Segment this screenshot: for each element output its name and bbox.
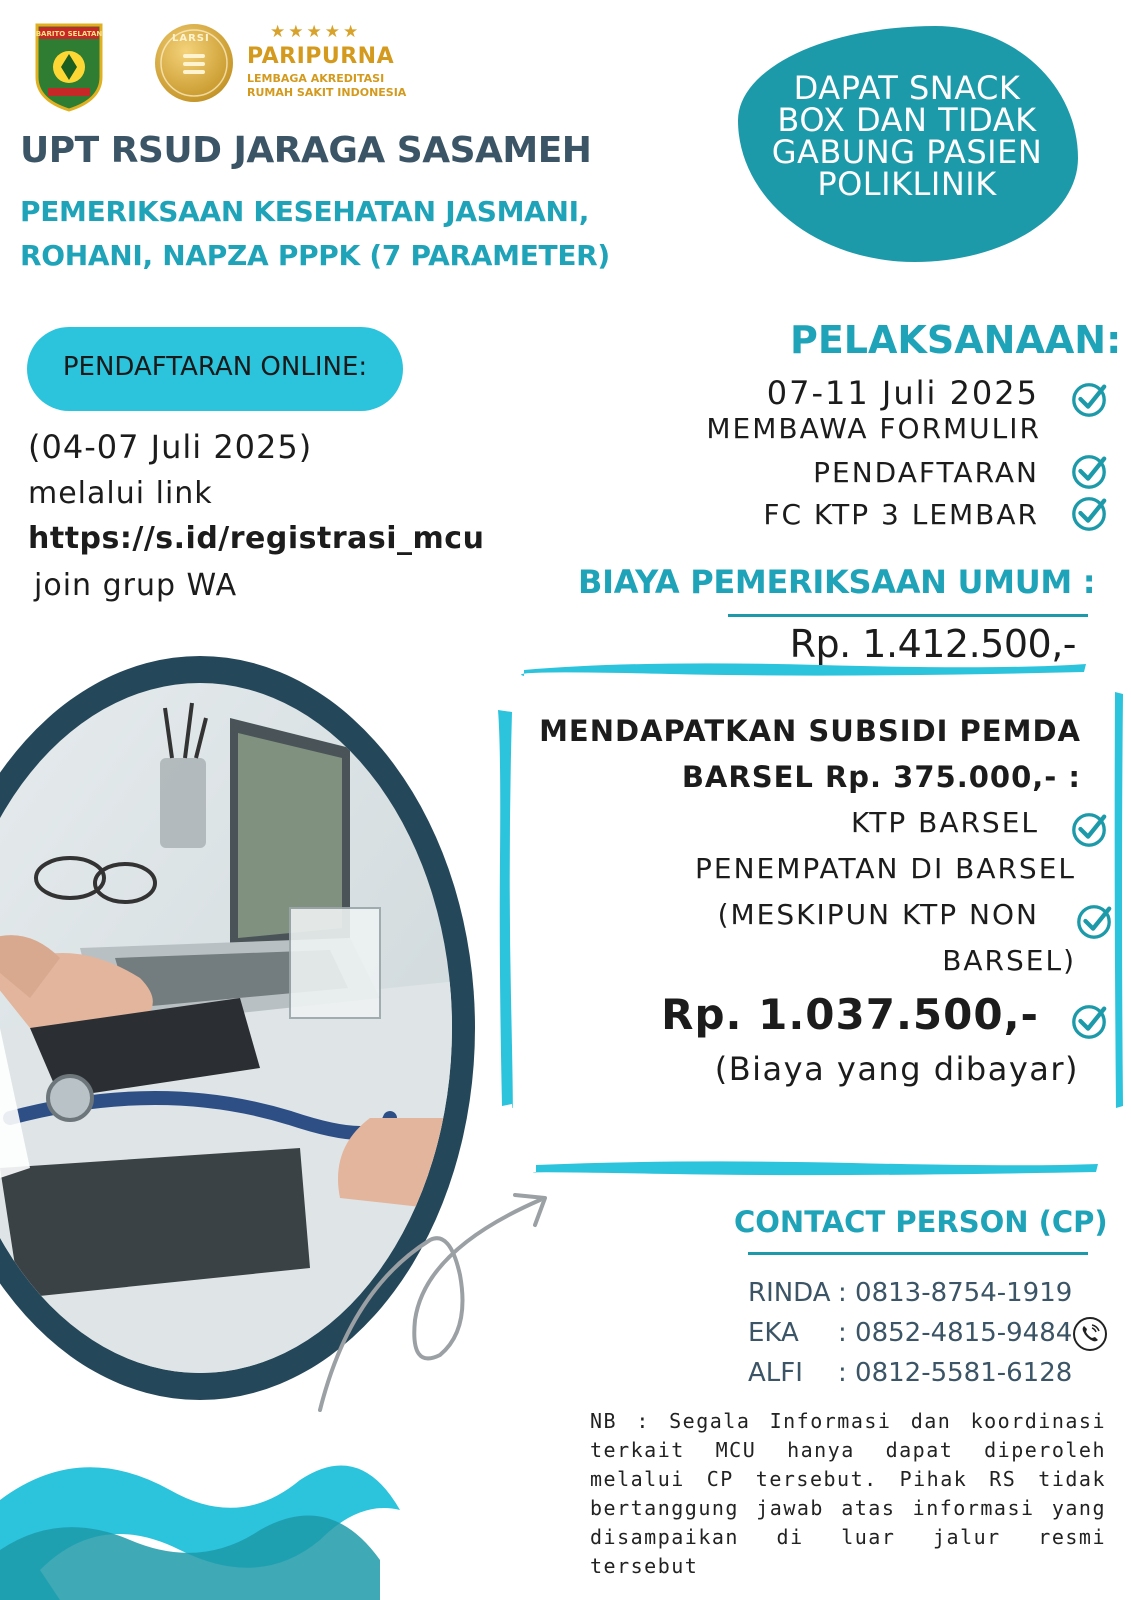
check-circle-icon [1070,494,1108,532]
contact-phone[interactable]: : 0852-4815-9484 [838,1318,1073,1348]
check-circle-icon [1070,810,1108,848]
check-circle-icon [1070,452,1108,490]
larsi-label: LARSI [172,33,210,44]
check-circle-icon [1070,380,1108,418]
subsidy-cond-placement-line2: (MESKIPUN KTP NON [717,898,1039,931]
accreditation-stars: ★★★★★ [270,22,362,42]
registration-date: (04-07 Juli 2025) [28,428,313,466]
snack-badge-text [752,69,1062,203]
contact-underline [748,1252,1088,1255]
exam-title [20,190,660,278]
registration-pill-label: PENDAFTARAN ONLINE: [62,352,368,382]
bring-form-line2: PENDAFTARAN [813,456,1039,489]
registration-group: join grup WA [34,568,238,603]
contact-row [748,1318,1072,1348]
contact-name: ALFI [748,1358,803,1388]
accreditation-subtitle [247,72,417,100]
check-circle-icon [1075,902,1113,940]
cost-title: BIAYA PEMERIKSAAN UMUM : [578,563,1096,601]
snack-line4: POLIKLINIK [817,165,997,203]
brush-stroke-edge [1112,690,1126,1110]
brush-stroke-divider-2 [532,1155,1102,1179]
exam-title-line2: ROHANI, NAPZA PPPK (7 PARAMETER) [20,239,610,272]
subsidy-cond-placement-line3: BARSEL) [942,944,1076,977]
brush-stroke-divider [520,656,1090,680]
snack-line3: GABUNG PASIEN [771,133,1043,171]
snack-line2: BOX DAN TIDAK [777,101,1037,139]
final-price: Rp. 1.037.500,- [661,990,1039,1039]
contact-name: EKA [748,1318,799,1348]
contact-row [748,1278,1072,1308]
accreditation-title: PARIPURNA [247,44,395,69]
final-price-note: (Biaya yang dibayar) [714,1050,1079,1088]
registration-link[interactable]: https://s.id/registrasi_mcu [28,521,485,556]
implementation-title: PELAKSANAAN: [790,318,1122,362]
bring-form-line1: MEMBAWA FORMULIR [706,412,1041,445]
contact-phone[interactable]: : 0813-8754-1919 [838,1278,1073,1308]
contact-title: CONTACT PERSON (CP) [734,1205,1108,1239]
cost-value: Rp. 1.412.500,- [789,622,1076,666]
regency-logo-text: BARITO SELATAN [35,30,103,38]
disclaimer-note: NB : Segala Informasi dan koordinasi terkait MCU hanya dapat diperoleh melalui CP tersebut. Pihak RS tidak bertanggung jawab atas informasi yang disampaikan di luar jalur resmi tersebut [590,1409,1106,1578]
ktp-copy: FC KTP 3 LEMBAR [763,498,1039,531]
wave-decoration [0,1380,420,1600]
phone-icon [1072,1316,1108,1352]
subsidy-cond-ktp: KTP BARSEL [851,806,1039,839]
contact-phone[interactable]: : 0812-5581-6128 [838,1358,1073,1388]
contact-row [748,1358,1072,1388]
subsidy-cond-placement-line1: PENEMPATAN DI BARSEL [695,852,1076,885]
accreditation-sub-line2: RUMAH SAKIT INDONESIA [247,86,407,99]
subsidy-line2: BARSEL Rp. 375.000,- : [681,760,1081,794]
brush-stroke-bracket [494,708,518,1108]
implementation-date: 07-11 Juli 2025 [766,374,1039,412]
accreditation-sub-line1: LEMBAGA AKREDITASI [247,72,385,85]
contact-name: RINDA [748,1278,831,1308]
regency-logo-icon [34,22,104,112]
exam-title-line1: PEMERIKSAAN KESEHATAN JASMANI, [20,195,590,228]
check-circle-icon [1070,1002,1108,1040]
snack-line1: DAPAT SNACK [793,69,1021,107]
subsidy-line1: MENDAPATKAN SUBSIDI PEMDA [539,714,1081,748]
cost-underline [728,614,1088,617]
registration-via: melalui link [28,476,213,511]
hospital-title: UPT RSUD JARAGA SASAMEH [20,130,592,171]
